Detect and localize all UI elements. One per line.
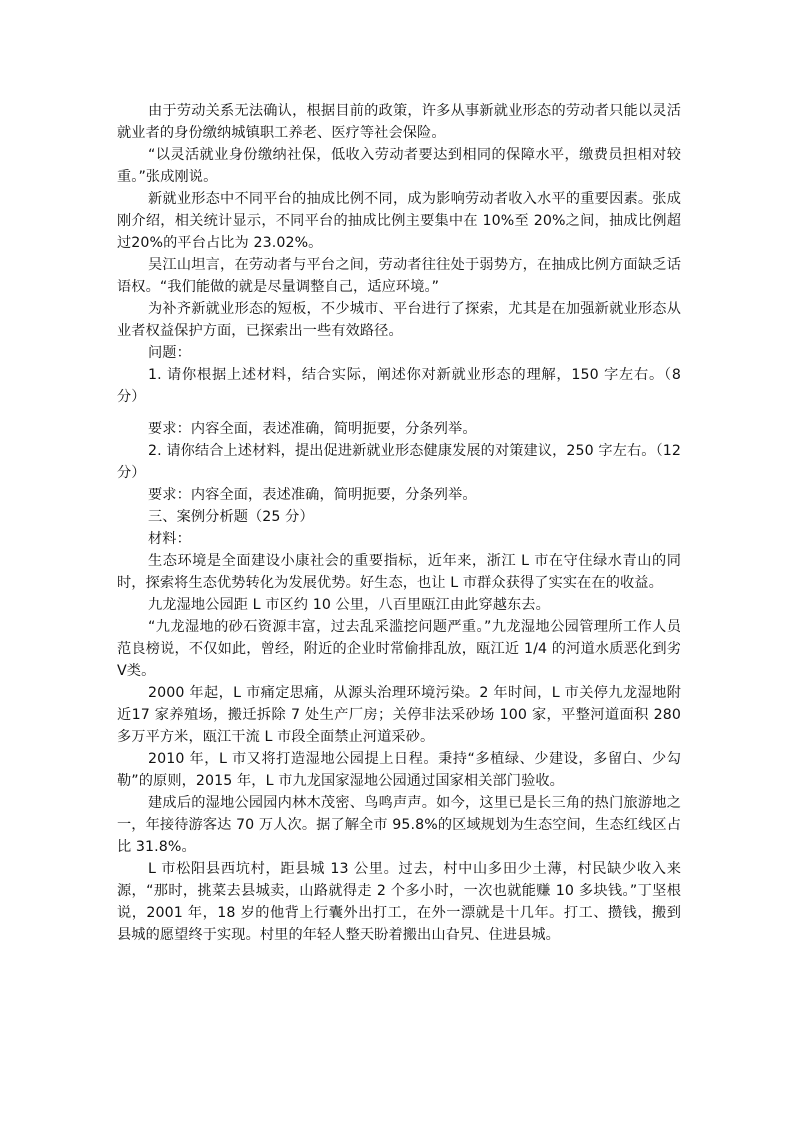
document-body [117,100,681,946]
question-2-requirement: 要求：内容全面，表述准确，简明扼要，分条列举。 [148,487,477,503]
paragraph-social-insurance: 由于劳动关系无法确认，根据目前的政策，许多从事新就业形态的劳动者只能以灵活就业者的身份缴纳城镇职工养老、医疗等社会保险。 [117,103,681,141]
paragraph-2000-governance: 2000 年起，L 市痛定思痛，从源头治理环境污染。2 年时间，L 市关停九龙湿地附近17 家养殖场，搬迁拆除 7 处生产厂房；关停非法采砂场 100 家，平整河道面积 280 多万平方米，瓯江干流 L 市段全面禁止河道采砂。 [117,685,681,745]
material-label: 材料： [148,531,191,547]
paragraph-wu-jiangshan: 吴江山坦言，在劳动者与平台之间，劳动者往往处于弱势方，在抽成比例方面缺乏话语权。“我们能做的就是尽量调整自己，适应环境。” [117,257,681,295]
question-2: 2. 请你结合上述材料，提出促进新就业形态健康发展的对策建议，250 字左右。（12分） [117,443,681,481]
paragraph-jiulong-wetland: 九龙湿地公园距 L 市区约 10 公里，八百里瓯江由此穿越东去。 [148,597,550,613]
paragraph-2010-wetland-park: 2010 年，L 市又将打造湿地公园提上日程。秉持“多植绿、少建设，多留白、少勾勒”的原则，2015 年，L 市九龙国家湿地公园通过国家相关部门验收。 [117,751,681,789]
paragraph-xikeng-village: L 市松阳县西坑村，距县城 13 公里。过去，村中山多田少土薄，村民缺少收入来源，“那时，挑菜去县城卖，山路就得走 2 个多小时，一次也就能赚 10 多块钱。”丁坚根说，2001 年，18 岁的他背上行囊外出打工，在外一漂就是十几年。打工、攒钱，搬到县城的愿望终于实现。村里的年轻人整天盼着搬出山旮旯、住进县城。 [117,861,681,943]
paragraph-ecology-intro: 生态环境是全面建设小康社会的重要指标，近年来，浙江 L 市在守住绿水青山的同时，探索将生态优势转化为发展优势。好生态，也让 L 市群众获得了实实在在的收益。 [117,553,681,591]
questions-heading: 问题： [148,345,191,361]
paragraph-exploration: 为补齐新就业形态的短板，不少城市、平台进行了探索，尤其是在加强新就业形态从业者权益保护方面，已探索出一些有效路径。 [117,301,681,339]
paragraph-sand-mining: “九龙湿地的砂石资源丰富，过去乱采滥挖问题严重。”九龙湿地公园管理所工作人员范良榜说，不仅如此，曾经，附近的企业时常偷排乱放，瓯江近 1/4 的河道水质恶化到劣Ⅴ类。 [117,619,681,679]
paragraph-tourism: 建成后的湿地公园园内林木茂密、鸟鸣声声。如今，这里已是长三角的热门旅游地之一，年接待游客达 70 万人次。据了解全市 95.8%的区域规划为生态空间，生态红线区占比 31.8%。 [117,795,681,855]
question-1-requirement: 要求：内容全面，表述准确，简明扼要，分条列举。 [148,421,477,437]
question-1: 1. 请你根据上述材料，结合实际，阐述你对新就业形态的理解，150 字左右。（8 分） [117,367,681,405]
paragraph-zhang-quote: “以灵活就业身份缴纳社保，低收入劳动者要达到相同的保障水平，缴费员担相对较重。”张成刚说。 [117,147,681,185]
paragraph-commission-ratio: 新就业形态中不同平台的抽成比例不同，成为影响劳动者收入水平的重要因素。张成刚介绍，相关统计显示，不同平台的抽成比例主要集中在 10%至 20%之间，抽成比例超过20%的平台占比为 23.02%。 [117,191,681,251]
section-heading-case-analysis: 三、案例分析题（25 分） [148,509,314,525]
